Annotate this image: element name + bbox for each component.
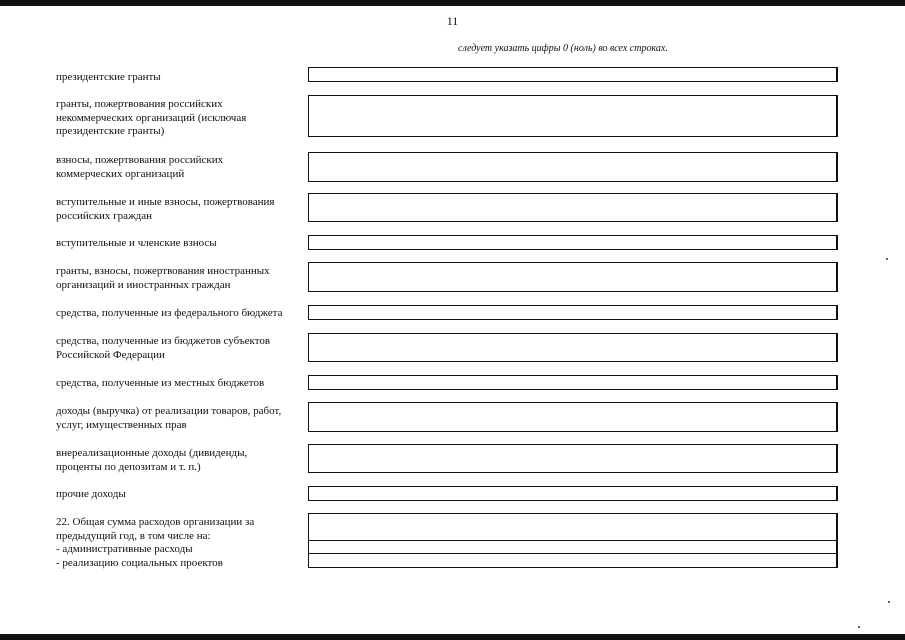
input-citizen-donations[interactable]	[308, 193, 838, 222]
input-federal-budget[interactable]	[308, 305, 838, 320]
row-label-membership-fees: вступительные и членские взносы	[56, 237, 217, 249]
row-label-presidential-grants: президентские гранты	[56, 71, 161, 83]
scan-speck	[886, 258, 888, 260]
input-regional-budgets[interactable]	[308, 333, 838, 362]
input-sales-revenue[interactable]	[308, 402, 838, 432]
input-administrative-expenses[interactable]	[308, 540, 838, 554]
row-label-total-expenses: 22. Общая сумма расходов организации за предыдущий год, в том числе на: - административные расходы - реализацию социальных проектов	[56, 516, 255, 569]
bottom-border	[0, 634, 905, 640]
row-label-other-income: прочие доходы	[56, 488, 126, 500]
scan-speck	[888, 601, 890, 603]
input-social-projects-expenses[interactable]	[308, 553, 838, 568]
scan-speck	[858, 626, 860, 628]
row-label-sales-revenue: доходы (выручка) от реализации товаров, работ, услуг, имущественных прав	[56, 405, 282, 431]
row-label-foreign-grants: гранты, взносы, пожертвования иностранных организаций и иностранных граждан	[56, 265, 270, 291]
input-total-expenses[interactable]	[308, 513, 838, 541]
input-commercial-donations[interactable]	[308, 152, 838, 182]
input-nonprofit-grants[interactable]	[308, 95, 838, 137]
row-label-regional-budgets: средства, полученные из бюджетов субъектов Российской Федерации	[56, 335, 271, 361]
input-presidential-grants[interactable]	[308, 67, 838, 82]
input-other-income[interactable]	[308, 486, 838, 501]
row-label-non-operating-income: внереализационные доходы (дивиденды, проценты по депозитам и т. п.)	[56, 447, 248, 473]
row-label-commercial-donations: взносы, пожертвования российских коммерческих организаций	[56, 154, 224, 180]
row-label-nonprofit-grants: гранты, пожертвования российских некоммерческих организаций (исключая президентские гранты)	[56, 98, 247, 137]
input-foreign-grants[interactable]	[308, 262, 838, 292]
input-non-operating-income[interactable]	[308, 444, 838, 473]
row-label-local-budgets: средства, полученные из местных бюджетов	[56, 377, 265, 389]
row-label-federal-budget: средства, полученные из федерального бюджета	[56, 307, 283, 319]
input-local-budgets[interactable]	[308, 375, 838, 390]
instruction-note: следует указать цифры 0 (ноль) во всех строках.	[458, 43, 668, 54]
input-membership-fees[interactable]	[308, 235, 838, 250]
page-number: 11	[446, 14, 459, 28]
row-label-citizen-donations: вступительные и иные взносы, пожертвования российских граждан	[56, 196, 275, 222]
top-border	[0, 0, 905, 6]
